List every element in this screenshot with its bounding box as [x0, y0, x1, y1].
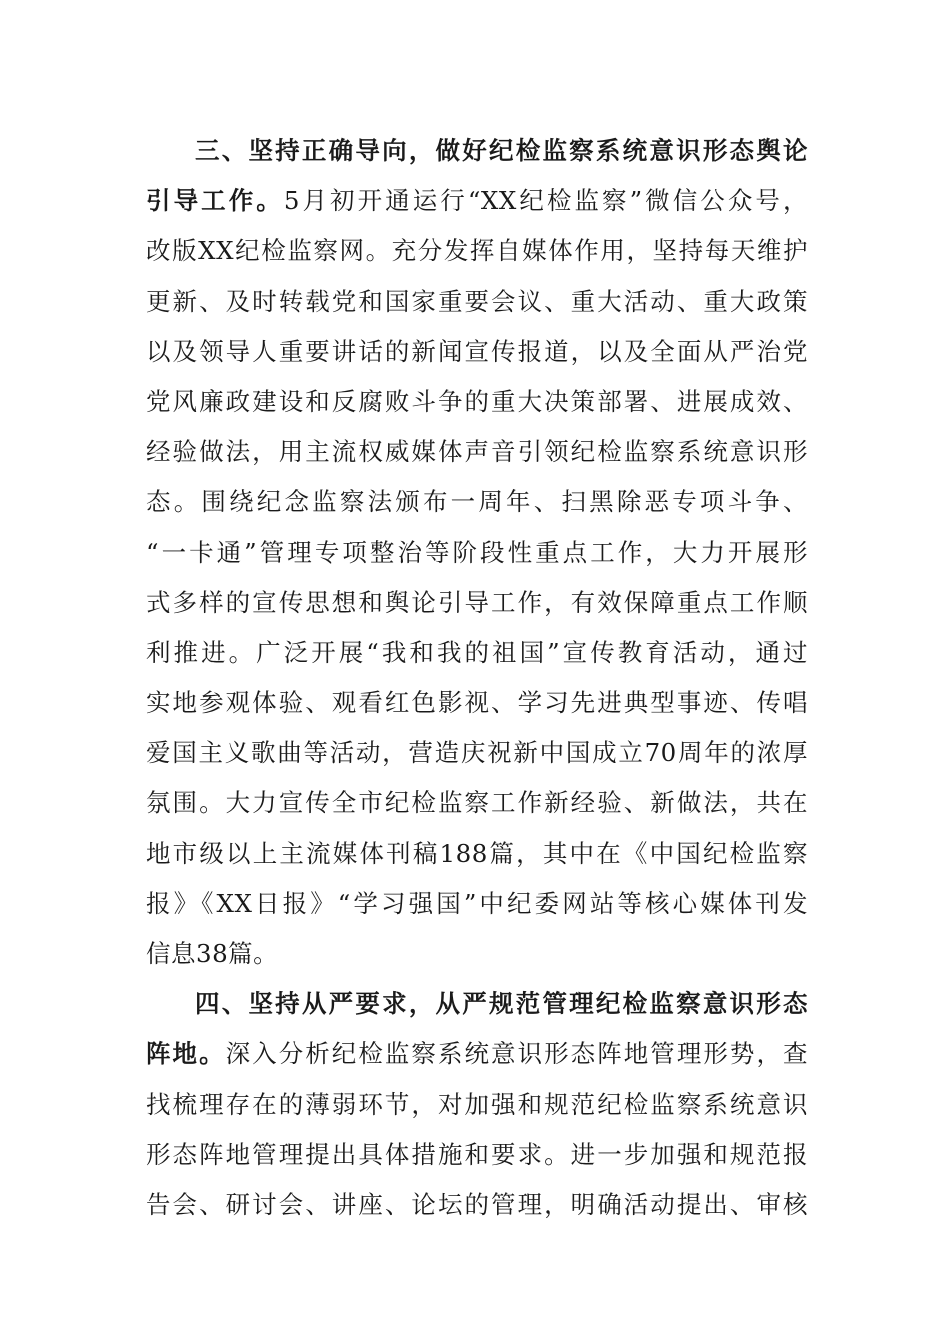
paragraph-text: 氛围。大力宣传全市纪检监察工作新经验、新做法，共在: [146, 788, 808, 818]
paragraph-text: 经验做法，用主流权威媒体声音引领纪检监察系统意识形: [146, 437, 808, 467]
section-4-heading-end: 阵地。: [146, 1039, 226, 1069]
paragraph-text: 形态阵地管理提出具体措施和要求。进一步加强和规范报: [146, 1139, 808, 1169]
paragraph-line: [146, 427, 808, 477]
paragraph-line: [146, 1029, 808, 1079]
paragraph-text: 报》《XX日报》“学习强国”中纪委网站等核心媒体刊发: [146, 888, 808, 918]
paragraph-line: [146, 1080, 808, 1130]
paragraph-text: 利推进。广泛开展“我和我的祖国”宣传教育活动，通过: [146, 637, 808, 667]
paragraph-line: [146, 929, 808, 979]
paragraph-line: [146, 277, 808, 327]
paragraph-text: 党风廉政建设和反腐败斗争的重大决策部署、进展成效、: [146, 386, 808, 416]
paragraph-text: 更新、及时转载党和国家重要会议、重大活动、重大政策: [146, 286, 808, 316]
section-3-heading-line: [146, 126, 808, 176]
paragraph-text: 式多样的宣传思想和舆论引导工作，有效保障重点工作顺: [146, 587, 808, 617]
section-3-heading-end: 引导工作。: [146, 186, 284, 216]
paragraph-line: [146, 879, 808, 929]
paragraph-line: [146, 377, 808, 427]
paragraph-text: 告会、研讨会、讲座、论坛的管理，明确活动提出、审核: [146, 1189, 808, 1219]
paragraph-line: [146, 226, 808, 276]
paragraph-line: [146, 528, 808, 578]
paragraph-text: 找梳理存在的薄弱环节，对加强和规范纪检监察系统意识: [146, 1089, 808, 1119]
paragraph-line: [146, 728, 808, 778]
paragraph-text: 以及领导人重要讲话的新闻宣传报道，以及全面从严治党: [146, 336, 808, 366]
paragraph-line: [146, 778, 808, 828]
paragraph-line: [146, 1130, 808, 1180]
document-body: [146, 126, 808, 1230]
paragraph-line: [146, 477, 808, 527]
paragraph-line: [146, 578, 808, 628]
paragraph-text: 地市级以上主流媒体刊稿188篇，其中在《中国纪检监察: [146, 838, 808, 868]
section-4-heading-line: [146, 979, 808, 1029]
paragraph-line: [146, 327, 808, 377]
paragraph-text: 爱国主义歌曲等活动，营造庆祝新中国成立70周年的浓厚: [146, 738, 808, 768]
paragraph-text: 态。围绕纪念监察法颁布一周年、扫黑除恶专项斗争、: [146, 487, 808, 517]
paragraph-line: [146, 628, 808, 678]
paragraph-text: 改版XX纪检监察网。充分发挥自媒体作用，坚持每天维护: [146, 236, 808, 266]
paragraph-line: [146, 176, 808, 226]
paragraph-text: “一卡通”管理专项整治等阶段性重点工作，大力开展形: [146, 537, 808, 567]
paragraph-text: 实地参观体验、观看红色影视、学习先进典型事迹、传唱: [146, 688, 808, 718]
paragraph-line: [146, 1180, 808, 1230]
paragraph-text: 深入分析纪检监察系统意识形态阵地管理形势，查: [225, 1039, 808, 1069]
section-3-heading: 三、坚持正确导向，做好纪检监察系统意识形态舆论: [195, 136, 808, 165]
paragraph-text: 5月初开通运行“XX纪检监察”微信公众号，: [283, 186, 808, 216]
paragraph-line: [146, 829, 808, 879]
paragraph-text: 信息38篇。: [146, 939, 279, 968]
paragraph-line: [146, 678, 808, 728]
section-4-heading: 四、坚持从严要求，从严规范管理纪检监察意识形态: [195, 989, 808, 1019]
